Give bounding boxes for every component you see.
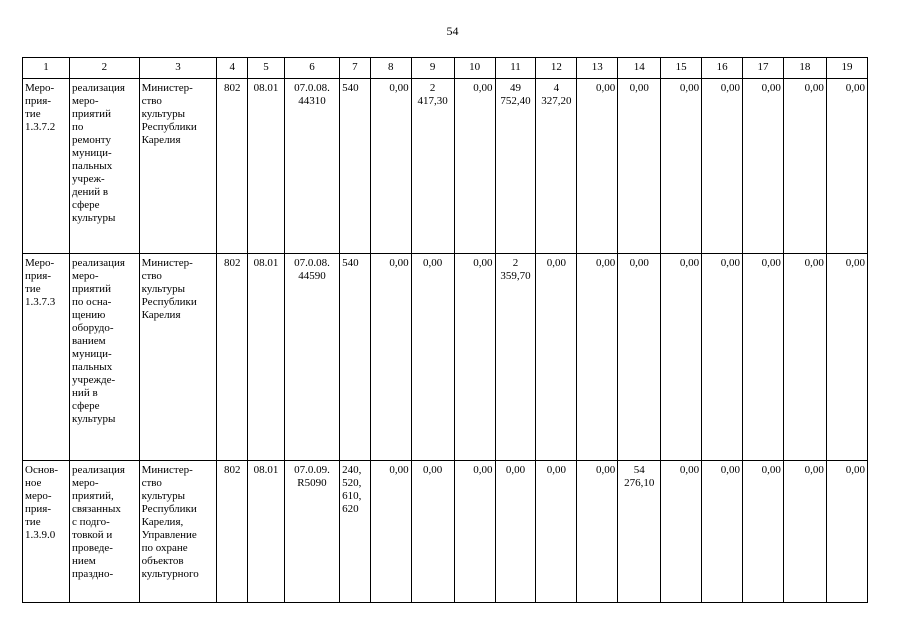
col-header: 4	[217, 58, 248, 79]
table-cell-col-9: 0,00	[411, 254, 454, 461]
table-cell-col-8: 0,00	[370, 461, 411, 603]
table-cell-col-11: 49 752,40	[495, 79, 536, 254]
col-header: 17	[743, 58, 784, 79]
col-header: 1	[23, 58, 70, 79]
col-header: 6	[284, 58, 339, 79]
col-header: 19	[826, 58, 867, 79]
table-cell-col-17: 0,00	[743, 79, 784, 254]
table-cell-col-16: 0,00	[702, 79, 743, 254]
table-cell-col-2: реализация меро- приятий, связанных с подго- товкой и проведе- нием праздно-	[70, 461, 140, 603]
table-cell-col-5: 08.01	[248, 79, 285, 254]
table-row	[23, 79, 868, 254]
col-header: 9	[411, 58, 454, 79]
table-cell-col-14: 0,00	[618, 79, 661, 254]
table-cell-col-4: 802	[217, 461, 248, 603]
budget-table	[22, 57, 868, 603]
table-cell-col-2: реализация меро- приятий по осна- щению оборудо- ванием муници- пальных учрежде- ний в сфере культуры	[70, 254, 140, 461]
header-row	[23, 58, 868, 79]
table-cell-col-1: Меро- прия- тие 1.3.7.3	[23, 254, 70, 461]
table-cell-col-15: 0,00	[661, 79, 702, 254]
table-cell-col-4: 802	[217, 254, 248, 461]
table-cell-col-10: 0,00	[454, 254, 495, 461]
col-header: 3	[139, 58, 217, 79]
table-cell-col-12: 4 327,20	[536, 79, 577, 254]
col-header: 16	[702, 58, 743, 79]
table-cell-col-4: 802	[217, 79, 248, 254]
table-cell-col-12: 0,00	[536, 254, 577, 461]
table-cell-col-19: 0,00	[826, 461, 867, 603]
table-cell-col-18: 0,00	[783, 79, 826, 254]
table-cell-col-13: 0,00	[577, 254, 618, 461]
table-cell-col-10: 0,00	[454, 461, 495, 603]
col-header: 14	[618, 58, 661, 79]
table-cell-col-16: 0,00	[702, 461, 743, 603]
table-cell-col-10: 0,00	[454, 79, 495, 254]
table-cell-col-2: реализация меро- приятий по ремонту муници- пальных учреж- дений в сфере культуры	[70, 79, 140, 254]
col-header: 15	[661, 58, 702, 79]
table-cell-col-13: 0,00	[577, 79, 618, 254]
table-cell-col-3: Министер- ство культуры Республики Карелия	[139, 254, 217, 461]
col-header: 11	[495, 58, 536, 79]
table-cell-col-12: 0,00	[536, 461, 577, 603]
table-cell-col-9: 0,00	[411, 461, 454, 603]
table-cell-col-19: 0,00	[826, 79, 867, 254]
table-cell-col-13: 0,00	[577, 461, 618, 603]
table-cell-col-8: 0,00	[370, 254, 411, 461]
table-row	[23, 461, 868, 603]
table-cell-col-6: 07.0.09. R5090	[284, 461, 339, 603]
table-cell-col-17: 0,00	[743, 461, 784, 603]
table-cell-col-3: Министер- ство культуры Республики Карелия, Управление по охране объектов культурного	[139, 461, 217, 603]
table-cell-col-7: 540	[340, 79, 371, 254]
table-cell-col-11: 0,00	[495, 461, 536, 603]
table-cell-col-17: 0,00	[743, 254, 784, 461]
col-header: 8	[370, 58, 411, 79]
table-cell-col-7: 540	[340, 254, 371, 461]
table-cell-col-6: 07.0.08. 44310	[284, 79, 339, 254]
table-cell-col-11: 2 359,70	[495, 254, 536, 461]
col-header: 13	[577, 58, 618, 79]
col-header: 18	[783, 58, 826, 79]
table-cell-col-7: 240, 520, 610, 620	[340, 461, 371, 603]
col-header: 7	[340, 58, 371, 79]
table-cell-col-14: 54 276,10	[618, 461, 661, 603]
table-cell-col-14: 0,00	[618, 254, 661, 461]
table-cell-col-1: Основ- ное меро- прия- тие 1.3.9.0	[23, 461, 70, 603]
table-cell-col-8: 0,00	[370, 79, 411, 254]
table-cell-col-16: 0,00	[702, 254, 743, 461]
col-header: 10	[454, 58, 495, 79]
page-number: 54	[446, 24, 459, 38]
table-cell-col-18: 0,00	[783, 461, 826, 603]
table-cell-col-15: 0,00	[661, 461, 702, 603]
table-cell-col-1: Меро- прия- тие 1.3.7.2	[23, 79, 70, 254]
col-header: 12	[536, 58, 577, 79]
col-header: 5	[248, 58, 285, 79]
table-cell-col-5: 08.01	[248, 254, 285, 461]
table-cell-col-6: 07.0.08. 44590	[284, 254, 339, 461]
table-cell-col-9: 2 417,30	[411, 79, 454, 254]
table-cell-col-19: 0,00	[826, 254, 867, 461]
table-cell-col-5: 08.01	[248, 461, 285, 603]
table-cell-col-18: 0,00	[783, 254, 826, 461]
table-row	[23, 254, 868, 461]
col-header: 2	[70, 58, 140, 79]
table-cell-col-15: 0,00	[661, 254, 702, 461]
table-cell-col-3: Министер- ство культуры Республики Карелия	[139, 79, 217, 254]
